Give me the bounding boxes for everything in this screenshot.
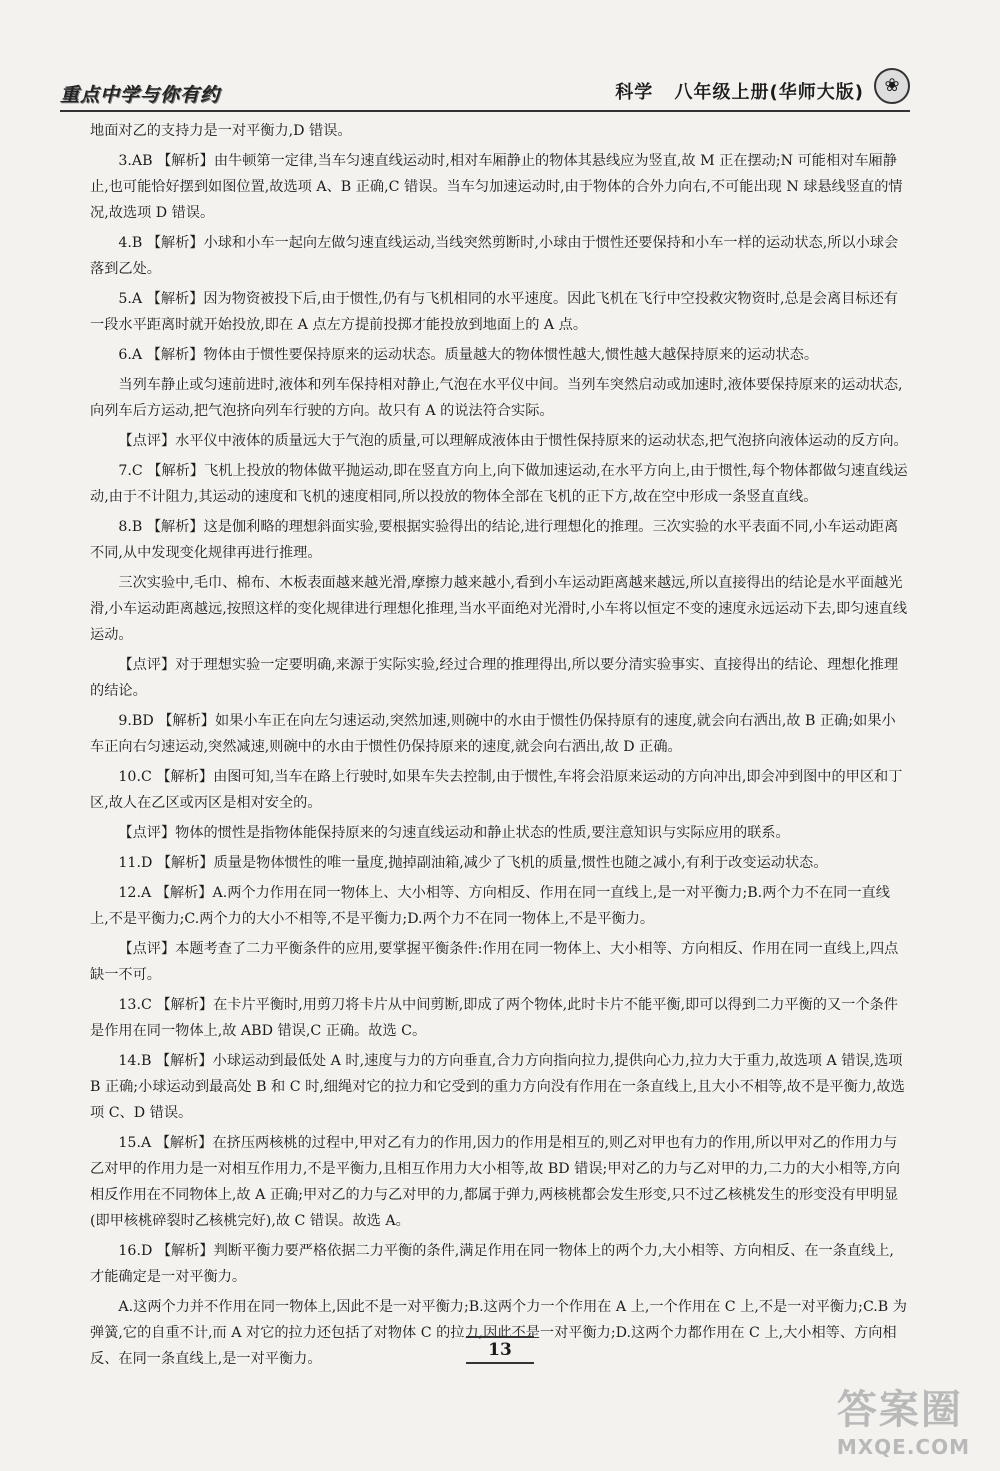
paragraph: 【点评】物体的惯性是指物体能保持原来的匀速直线运动和静止状态的性质,要注意知识与实际应用的联系。: [118, 825, 790, 841]
paragraph: 8.B 【解析】这是伽利略的理想斜面实验,要根据实验得出的结论,进行理想化的推理。三次实验的水平表面不同,小车运动距离不同,从中发现变化规律再进行推理。: [90, 519, 899, 561]
paragraph: 11.D 【解析】质量是物体惯性的唯一量度,抛掉副油箱,减少了飞机的质量,惯性也随之减小,有利于改变运动状态。: [118, 855, 828, 871]
paragraph: 5.A 【解析】因为物资被投下后,由于惯性,仍有与飞机相同的水平速度。因此飞机在飞行中空投救灾物资时,总是会离目标还有一段水平距离时就开始投放,即在 A 点左方提前投掷才能投放到地面上的 A 点。: [90, 291, 898, 333]
paragraph: 12.A 【解析】A.两个力作用在同一物体上、大小相等、方向相反、作用在同一直线上,是一对平衡力;B.两个力不在同一直线上,不是平衡力;C.两个力的大小不相等,不是平衡力;D.两个力不在同一物体上,不是平衡力。: [90, 885, 890, 927]
watermark: [837, 1378, 970, 1459]
paragraph: A.这两个力并不作用在同一物体上,因此不是一对平衡力;B.这两个力一个作用在 A 上,一个作用在 C 上,不是一对平衡力;C.B 为弹簧,它的自重不计,而 A 对它的拉力还包括了对物体 C 的拉力,因此不是一对平衡力;D.这两个力都作用在 C 上,大小相等、方向相反、在同一条直线上,是一对平衡力。: [90, 1299, 907, 1367]
watermark-url: MXQE.COM: [836, 1435, 970, 1459]
paragraph: 3.AB 【解析】由牛顿第一定律,当车匀速直线运动时,相对车厢静止的物体其悬线应为竖直,故 M 正在摆动;N 可能相对车厢静止,也可能恰好摆到如图位置,故选项 A、B 正确,C 错误。当车匀加速运动时,由于物体的合外力向右,不可能出现 N 球悬线竖直的情况,故选项 D 错误。: [90, 153, 903, 221]
subject-label: 科学: [615, 82, 654, 103]
paragraph: 【点评】本题考查了二力平衡条件的应用,要掌握平衡条件:作用在同一物体上、大小相等、方向相反、作用在同一直线上,四点缺一不可。: [90, 941, 899, 983]
paragraph: 7.C 【解析】飞机上投放的物体做平抛运动,即在竖直方向上,向下做加速运动,在水平方向上,由于惯性,每个物体都做匀速直线运动,由于不计阻力,其运动的速度和飞机的速度相同,所以投放的物体全部在飞机的正下方,故在空中形成一条竖直直线。: [90, 463, 908, 505]
paragraph: 6.A 【解析】物体由于惯性要保持原来的运动状态。质量越大的物体惯性越大,惯性越大越保持原来的运动状态。: [118, 347, 819, 363]
paragraph: 13.C 【解析】在卡片平衡时,用剪刀将卡片从中间剪断,即成了两个物体,此时卡片不能平衡,即可以得到二力平衡的又一个条件是作用在同一物体上,故 ABD 错误,C 正确。故选 C。: [90, 997, 898, 1039]
paragraph: 4.B 【解析】小球和小车一起向左做匀速直线运动,当线突然剪断时,小球由于惯性还要保持和小车一样的运动状态,所以小球会落到乙处。: [90, 235, 899, 277]
page-number: 13: [466, 1336, 534, 1364]
school-logo-icon: ❀: [874, 68, 910, 104]
page-header: [60, 74, 910, 112]
answer-content: [90, 118, 908, 1376]
grade-label: 八年级上册(华师大版): [674, 82, 864, 103]
paragraph: 9.BD 【解析】如果小车正在向左匀速运动,突然加速,则碗中的水由于惯性仍保持原有的速度,就会向右洒出,故 B 正确;如果小车正向右匀速运动,突然减速,则碗中的水由于惯性仍保持原来的速度,就会向右洒出,故 D 正确。: [90, 713, 896, 755]
paragraph: 【点评】水平仪中液体的质量远大于气泡的质量,可以理解成液体由于惯性保持原来的运动状态,把气泡挤向液体运动的反方向。: [118, 433, 908, 449]
paragraph: 【点评】对于理想实验一定要明确,来源于实际实验,经过合理的推理得出,所以要分清实验事实、直接得出的结论、理想化推理的结论。: [90, 657, 899, 699]
header-info: [601, 78, 864, 104]
paragraph: 10.C 【解析】由图可知,当车在路上行驶时,如果车失去控制,由于惯性,车将会沿原来运动的方向冲出,即会冲到图中的甲区和丁区,故人在乙区或丙区是相对安全的。: [90, 769, 903, 811]
paragraph: 15.A 【解析】在挤压两核桃的过程中,甲对乙有力的作用,因力的作用是相互的,则乙对甲也有力的作用,所以甲对乙的作用力与乙对甲的作用力是一对相互作用力,不是平衡力,且相互作用力大小相等,故 BD 错误;甲对乙的力与乙对甲的力,二力的大小相等,方向相反作用在不同物体上,故 A 正确;甲对乙的力与乙对甲的力,都属于弹力,两核桃都会发生形变,只不过乙核桃发生的形变没有甲明显(即甲核桃碎裂时乙核桃完好),故 C 错误。故选 A。: [90, 1135, 901, 1229]
paragraph: 三次实验中,毛巾、棉布、木板表面越来越光滑,摩擦力越来越小,看到小车运动距离越来越远,所以直接得出的结论是水平面越光滑,小车运动距离越远,按照这样的变化规律进行理想化推理,当水平面绝对光滑时,小车将以恒定不变的速度永远运动下去,即匀速直线运动。: [90, 575, 908, 643]
paragraph: 地面对乙的支持力是一对平衡力,D 错误。: [90, 123, 352, 139]
paragraph: 当列车静止或匀速前进时,液体和列车保持相对静止,气泡在水平仪中间。当列车突然启动或加速时,液体要保持原来的运动状态,向列车后方运动,把气泡挤向列车行驶的方向。故只有 A 的说法符合实际。: [90, 377, 903, 419]
page-footer: [450, 1336, 550, 1370]
brand-title: 重点中学与你有约: [60, 84, 221, 106]
watermark-text: 答案圈: [836, 1387, 963, 1433]
paragraph: 16.D 【解析】判断平衡力要严格依据二力平衡的条件,满足作用在同一物体上的两个力,大小相等、方向相反、在一条直线上,才能确定是一对平衡力。: [90, 1243, 894, 1285]
paragraph: 14.B 【解析】小球运动到最低处 A 时,速度与力的方向垂直,合力方向指向拉力,提供向心力,拉力大于重力,故选项 A 错误,选项 B 正确;小球运动到最高处 B 和 C 时,细绳对它的拉力和它受到的重力方向没有作用在一条直线上,且大小不相等,故不是平衡力,故选项 C、D 错误。: [90, 1053, 905, 1121]
